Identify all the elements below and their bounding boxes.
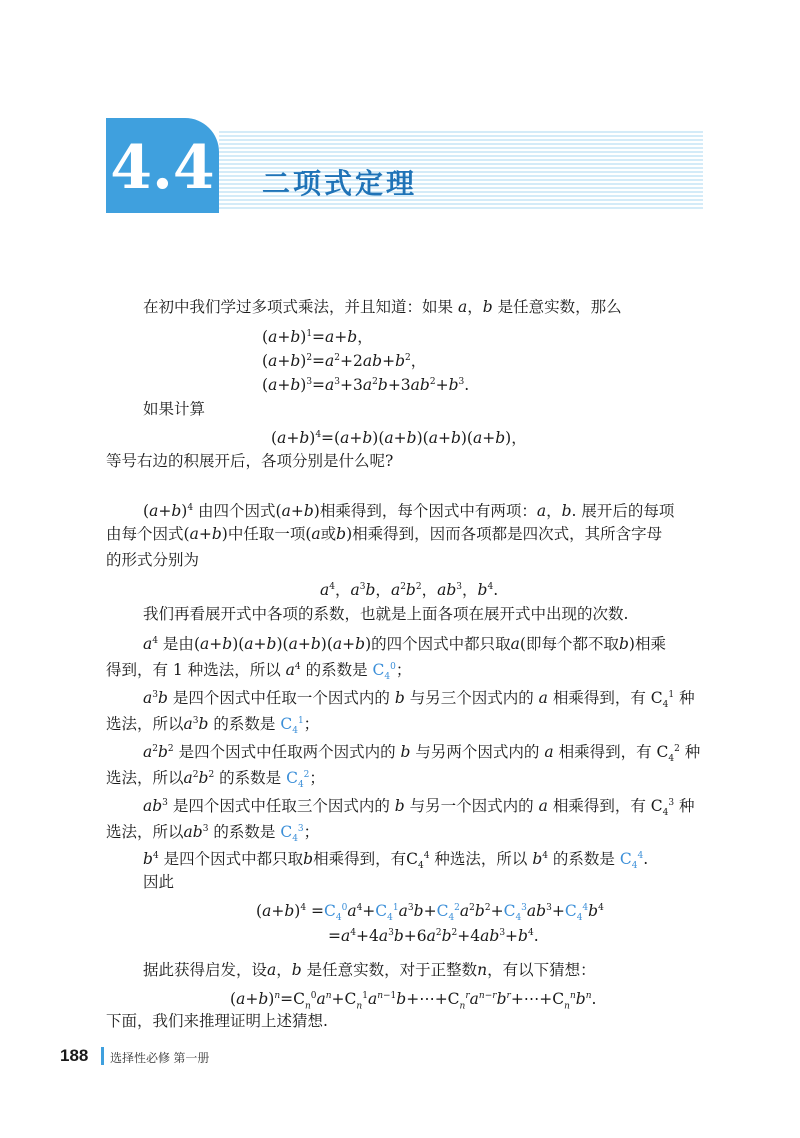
coef-ab3-line2: 选法，所以$ab^3$ 的系数是 $C_4^3$； [106, 823, 320, 845]
formula-power-1: $(a+b)^1=a+b$， [262, 328, 373, 347]
coef-a2b2-line1: $a^2b^2$ 是四个因式中任取两个因式内的 b 与另两个因式内的 a 相乘得到，有 $C_4^2$ 种 [143, 743, 701, 765]
formula-power-3: $(a+b)^3=a^3+3a^2b+3ab^2+b^3$. [262, 376, 470, 395]
coef-b4-line: $b^4$ 是四个因式中都只取b相乘得到，有$C_4^4$ 种选法，所以 $b^4$ 的系数是 $C_4^4$. [143, 850, 649, 872]
formula-power-4-product: $(a+b)^4=(a+b)(a+b)(a+b)(a+b)$， [271, 429, 527, 448]
book-title: 选择性必修 第一册 [110, 1051, 210, 1065]
coefficients-intro: 我们再看展开式中各项的系数，也就是上面各项在展开式中出现的次数. [143, 605, 629, 623]
footer-divider [101, 1047, 104, 1065]
coef-a2b2-line2: 选法，所以$a^2b^2$ 的系数是 $C_4^2$； [106, 769, 325, 791]
question-line: 等号右边的积展开后，各项分别是什么呢? [106, 452, 394, 470]
conjecture-intro: 据此获得启发，设a，b 是任意实数，对于正整数n，有以下猜想： [143, 961, 596, 979]
closing-line: 下面，我们来推理证明上述猜想. [106, 1012, 328, 1030]
section-title: 二项式定理 [262, 167, 418, 200]
coef-a3b-line2: 选法，所以$a^3b$ 的系数是 $C_4^1$； [106, 715, 320, 737]
page-number: 188 [60, 1046, 89, 1065]
coef-a4-line1: $a^4$ 是由(a+b)(a+b)(a+b)(a+b)的四个因式中都只取a(即每个都不取b)相乘 [143, 635, 666, 654]
expansion-binomial-line1: $(a+b)^4 =C_4^0a^4+C_4^1a^3b+C_4^2a^2b^2+C_4^3ab^3+C_4^4b^4$ [256, 902, 604, 924]
coef-ab3-line1: $ab^3$ 是四个因式中任取三个因式内的 b 与另一个因式内的 a 相乘得到，有 $C_4^3$ 种 [143, 797, 695, 819]
binomial-conjecture-formula: $(a+b)^n=C_n^0a^n+C_n^1a^{n-1}b+\cdots+C_n^ra^{n-r}b^r+\cdots+C_n^nb^n$. [230, 990, 597, 1012]
coef-a4-line2: 得到，有 1 种选法，所以 $a^4$ 的系数是 $C_4^0$； [106, 661, 412, 683]
formula-power-2: $(a+b)^2=a^2+2ab+b^2$， [262, 352, 427, 371]
intro-line: 在初中我们学过多项式乘法，并且知道：如果 a，b 是任意实数，那么 [143, 298, 622, 316]
expansion-binomial-line2: $=a^4+4a^3b+6a^2b^2+4ab^3+b^4$. [328, 927, 539, 946]
para-factors-line2: 由每个因式(a+b)中任取一项(a或b)相乘得到，因而各项都是四次式，其所含字母 [106, 525, 663, 543]
term-forms: $a^4$，$a^3b$，$a^2b^2$，$ab^3$，$b^4$. [320, 581, 499, 600]
section-number: 4.4 [110, 133, 215, 203]
therefore: 因此 [143, 873, 175, 891]
ask-compute: 如果计算 [143, 400, 206, 418]
para-factors-line3: 的形式分别为 [106, 551, 200, 569]
coef-a3b-line1: $a^3b$ 是四个因式中任取一个因式内的 b 与另三个因式内的 a 相乘得到，有 $C_4^1$ 种 [143, 689, 695, 711]
para-factors-line1: $(a+b)^4$ 由四个因式(a+b)相乘得到，每个因式中有两项：a，b. 展开后的每项 [143, 502, 675, 521]
